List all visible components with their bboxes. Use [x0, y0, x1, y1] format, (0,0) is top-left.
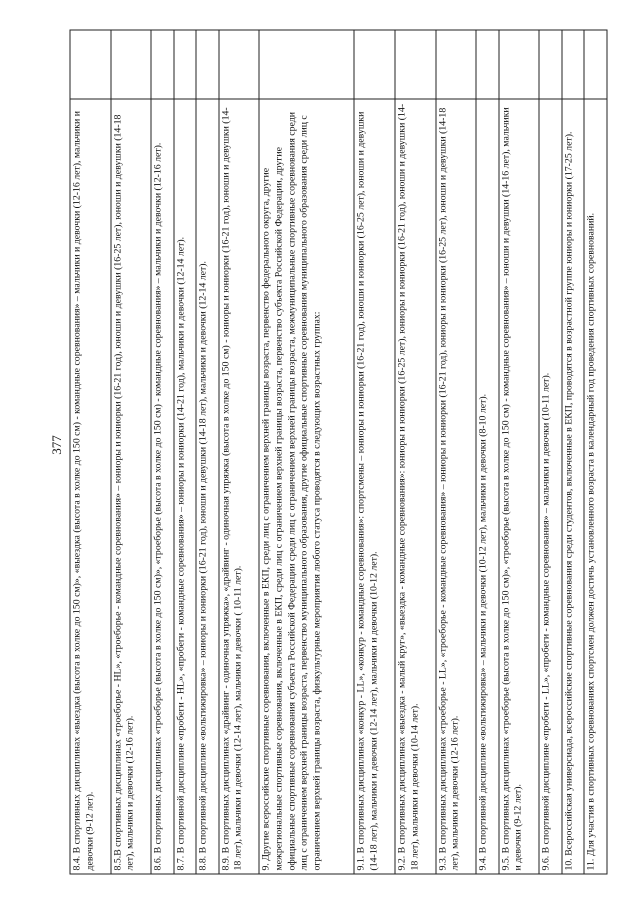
table-cell-text: 9. Другие всероссийские спортивные соревнования, включенные в ЕКП, среди лиц с ограничением верхней границы возраста, первенство федерального округа, другие межрегиональные спортивные соревнования, включенные в ЕКП, среди лиц с ограничением верхней границы возраста, первенство субъекта Российской Федерации, другие официальные спортивные соревнования субъекта Российской Федерации среди лиц с ограничением верхней границы возраста, межмуниципальные спортивные соревнования среди лиц с ограничением верхней границы возраста, первенство муниципального образования, другие официальные спортивные соревнования муниципального образования среди лиц с ограничением верхней границы возраста, физкультурные мероприятия любого статуса проводятся в следующих возрастных группах: — [259, 99, 354, 874]
table-row — [354, 30, 395, 874]
table-cell-text: 8.4. В спортивных дисциплинах «выездка (высота в холке до 150 см)», «выездка (высота в холке до 150 см) - командные соревнования» – мальчики и девочки (12-16 лет), мальчики и девочки (9-12 лет). — [70, 99, 111, 874]
table-cell-text: 8.7. В спортивной дисциплине «пробеги - HL», «пробеги - командные соревнования» – юниоры и юниорки (14-21 год), мальчики и девочки (12-14 лет). — [174, 99, 196, 874]
table-cell-text: 8.5.В спортивных дисциплинах «троеборье - HL», «троеборье - командные соревнования» – юниоры и юниорки (16-21 год), юноши и девушки (16-25 лет), юноши и девушки (14-18 лет), мальчики и девочки (12-16 лет). — [111, 99, 152, 874]
table-row — [196, 30, 218, 874]
page-number: 377 — [49, 435, 64, 455]
table-cell-text: 11. Для участия в спортивных соревнованиях спортсмен должен достичь установленного возраста в календарный год проведения спортивных соревнований. — [584, 99, 607, 874]
table-cell-empty — [499, 30, 540, 99]
table-cell-empty — [174, 30, 196, 99]
table-row — [259, 30, 354, 874]
rotated-table-container — [70, 30, 608, 875]
table-cell-text: 9.5. В спортивных дисциплинах «троеборье (высота в холке до 150 см)», «троеборье (высота в холке до 150 см) - командные соревнования» – юноши и девушки (14-16 лет), мальчики и девочки (9-12 лет). — [499, 99, 540, 874]
table-row — [395, 30, 436, 874]
table-cell-empty — [70, 30, 111, 99]
table-cell-text: 9.6. В спортивной дисциплине «пробеги - LL», «пробеги - командные соревнования» – мальчики и девочки (10-11 лет). — [539, 99, 561, 874]
table-cell-empty — [562, 30, 584, 99]
table-cell-empty — [196, 30, 218, 99]
table-row — [151, 30, 173, 874]
table-cell-text: 9.1. В спортивных дисциплинах «конкур - LL», «конкур - командные соревнования»: спортсмены – юниоры и юниорки (16-21 год), юноши и юниорки (16-25 лет), юноши и девушки (14-18 лет), мальчики и девочки (12-14 лет), мальчики и девочки (10-12 лет). — [354, 99, 395, 874]
table-cell-text: 9.3. В спортивных дисциплинах «троеборье - LL», «троеборье - командные соревнования» – юниоры и юниорки (16-21 год), юниоры и юниорки (16-25 лет), юноши и девушки (14-18 лет), мальчики и девочки (12-16 лет). — [436, 99, 477, 874]
table-row — [111, 30, 152, 874]
table-cell-empty — [219, 30, 260, 99]
table-cell-empty — [584, 30, 607, 99]
table-cell-empty — [539, 30, 561, 99]
table-cell-empty — [436, 30, 477, 99]
table-row — [539, 30, 561, 874]
table-row — [70, 30, 111, 874]
table-cell-empty — [354, 30, 395, 99]
table-row — [476, 30, 498, 874]
table-cell-empty — [476, 30, 498, 99]
table-row — [436, 30, 477, 874]
table-cell-empty — [259, 30, 354, 99]
table-cell-text: 9.2. В спортивных дисциплинах «выездка - малый круг», «выездка - командные соревнования»: юниоры и юниорки (16-25 лет), юниоры и юниорки (16-21 год), юноши и девушки (14-18 лет), мальчики и девочки (10-14 лет). — [395, 99, 436, 874]
table-cell-empty — [395, 30, 436, 99]
table-cell-text: 10. Всероссийская универсиада, всероссийские спортивные соревнования среди студентов, включенные в ЕКП, проводятся в возрастной группе юниоры и юниорки (17-25 лет). — [562, 99, 584, 874]
table-cell-text: 8.6. В спортивных дисциплинах «троеборье (высота в холке до 150 см)», «троеборье (высота в холке до 150 см) - командные соревнования» – мальчики и девочки (12-16 лет). — [151, 99, 173, 874]
table-cell-text: 8.9. В спортивных дисциплинах «драйвинг - одиночная упряжка», «драйвинг - одиночная упряжка (высота в холке до 150 см) - юниоры и юниорки (16-21 год), юноши и девушки (14-18 лет), мальчики и девочки (12-14 лет), мальчики и девочки ( 10-11 лет). — [219, 99, 260, 874]
table-cell-empty — [111, 30, 152, 99]
table-row — [584, 30, 607, 874]
table-row — [499, 30, 540, 874]
table-row — [562, 30, 584, 874]
table-row — [174, 30, 196, 874]
table-cell-text: 8.8. В спортивной дисциплине «вольтижировка» – юниоры и юниорки (16-21 год), юноши и девушки (14-18 лет), мальчики и девочки (12-14 лет). — [196, 99, 218, 874]
table-cell-empty — [151, 30, 173, 99]
table-cell-text: 9.4. В спортивной дисциплине «вольтижировка» – мальчики и девочки (10-12 лет), мальчики и девочки (8-10 лет). — [476, 99, 498, 874]
age-groups-table — [70, 30, 608, 875]
table-row — [219, 30, 260, 874]
